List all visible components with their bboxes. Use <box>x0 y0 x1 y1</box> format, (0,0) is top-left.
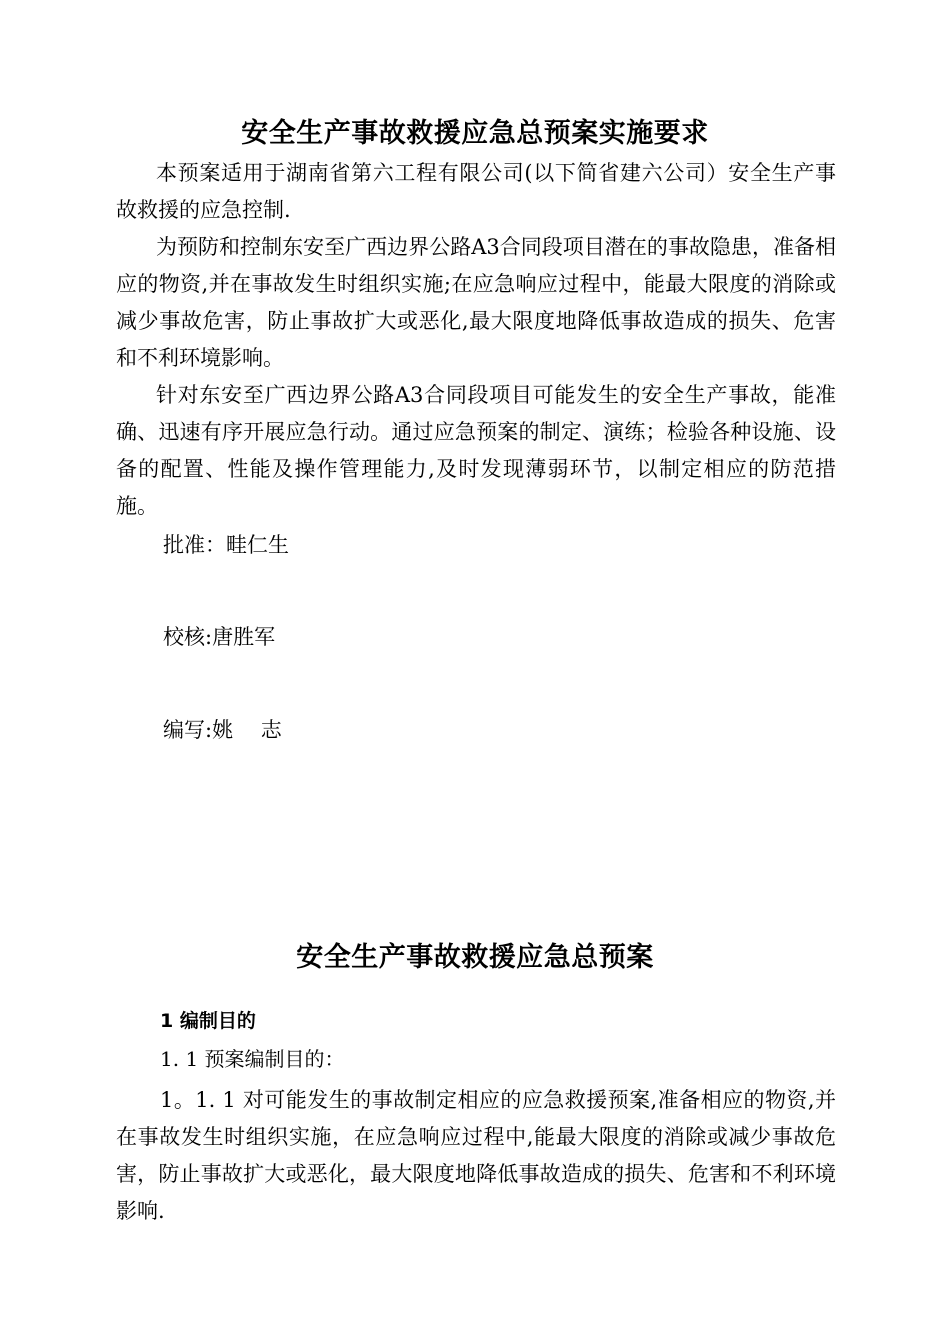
section-heading: 1 编制目的 <box>160 1010 256 1032</box>
subsection-heading: 1. 1 预案编制目的： <box>160 1047 345 1071</box>
review-line: 校核:唐胜军 <box>163 625 276 649</box>
approval-line: 批准：畦仁生 <box>163 533 289 557</box>
scope-paragraph: 本预案适用于湖南省第六工程有限公司(以下简省建六公司）安全生产事故救援的应急控制. <box>116 161 836 222</box>
objective-paragraph: 针对东安至广西边界公路A3合同段项目可能发生的安全生产事故，能准确、迅速有序开展应急行动。通过应急预案的制定、演练；检验各种设施、设备的配置、性能及操作管理能力,及时发现薄弱环节，以制定相应的防范措施。 <box>116 383 836 518</box>
author-line: 编写:姚 志 <box>163 718 282 742</box>
document-title: 安全生产事故救援应急总预案实施要求 <box>241 118 709 149</box>
plan-title: 安全生产事故救援应急总预案 <box>296 942 654 973</box>
subsection-paragraph: 1。1. 1 对可能发生的事故制定相应的应急救援预案,准备相应的物资,并在事故发生时组织实施，在应急响应过程中,能最大限度的消除或减少事故危害，防止事故扩大或恶化，最大限度地降低事故造成的损失、危害和不利环境影响. <box>116 1088 836 1223</box>
purpose-paragraph: 为预防和控制东安至广西边界公路A3合同段项目潜在的事故隐患，准备相应的物资,并在事故发生时组织实施;在应急响应过程中，能最大限度的消除或减少事故危害，防止事故扩大或恶化,最大限度地降低事故造成的损失、危害和不利环境影响。 <box>116 235 836 370</box>
